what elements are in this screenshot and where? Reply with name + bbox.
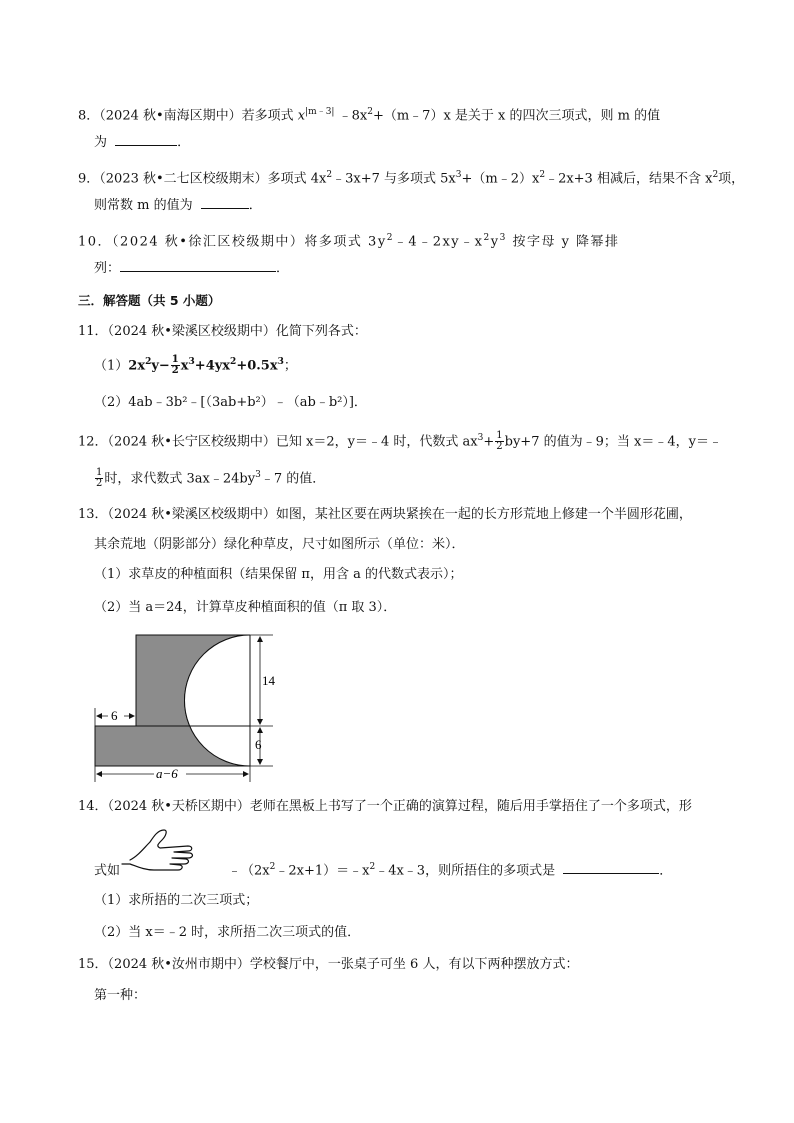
q13-part1: （1）求草皮的种植面积（结果保留 π，用含 a 的代数式表示）； [94,567,463,582]
q8-mid: ﹣8x [334,108,368,124]
q11-p1-sup: 2 [145,357,152,367]
q9-sup: 2 [326,170,333,180]
q11-p1-term: +4yx [194,358,231,374]
label-6-left: 6 [111,708,118,723]
q14-answer-blank[interactable] [563,860,659,874]
q12-text: + [483,434,495,450]
q14-sup: 2 [369,862,376,872]
q10-answer-blank[interactable] [120,258,276,272]
q11-p1-term: y− [151,358,170,374]
q10-text: ﹣4﹣2xy﹣x [393,234,484,250]
q14-text: ﹣4x﹣3，则所捂住的多项式是 [375,863,556,879]
q9-line2 [94,195,262,216]
q12-frac-num: 1 [496,430,503,442]
q15-line1: 15．（2024 秋•汝州市期中）学校餐厅中，一张桌子可坐 6 人，有以下两种摆放方式： [78,957,579,972]
q10-sup: 2 [386,233,394,243]
label-14: 14 [262,673,275,688]
q12-sup: 3 [477,433,484,443]
q8-answer-blank[interactable] [115,132,177,146]
q9-sup: 2 [539,170,546,180]
q9-text: 项， [718,171,745,187]
q9-text: ﹣2x+3 相减后，结果不含 x [545,171,713,187]
q13-part2: （2）当 a＝24，计算草皮种植面积的值（π 取 3）． [94,600,397,615]
q14-text: ﹣2x+1）＝﹣x [275,863,370,879]
q12-line1 [78,428,722,452]
q10-sup: 2 [483,233,491,243]
q10-line1 [78,228,620,252]
q14-end: ． [659,863,673,879]
label-a-minus-6: a−6 [156,766,178,781]
q8-line2-prefix: 为 [94,135,108,150]
q11-p1-frac-den: 2 [171,365,179,377]
q12-text: by+7 的值为﹣9；当 x＝﹣4，y＝﹣ [504,434,722,450]
q9-text: +（m﹣2）x [461,171,540,187]
q14-part2: （2）当 x＝﹣2 时，求所捂二次三项式的值． [94,925,361,940]
q10-line2-prefix: 列： [94,261,121,276]
q8-line1 [78,102,660,126]
q11-p1-sup: 3 [188,357,195,367]
q8-var-x: x [297,108,306,124]
q11-p1-sup: 3 [277,357,284,367]
q11-stem: 11．（2024 秋•梁溪区校级期中）化简下列各式： [78,324,367,339]
q12-text: ﹣7 的值． [260,471,326,487]
q9-sup: 2 [712,170,719,180]
q10-line2 [94,258,289,279]
q8-exp2: 2 [367,107,373,117]
q8-prefix: 8．（2024 秋•南海区期中）若多项式 [78,108,298,124]
label-6-right: 6 [255,737,262,752]
q10-text: 按字母 y 降幂排 [506,234,620,250]
q12-frac-den: 2 [496,441,503,453]
q12-fraction [495,431,503,452]
q10-line2-suffix: ． [276,261,290,276]
q14-part1: （1）求所捂的二次三项式； [94,893,259,908]
q14-line2 [94,857,672,881]
q9-line1 [78,165,744,189]
q14-text: ﹣（2x [228,863,270,879]
q11-part1 [94,352,297,376]
q9-sup: 3 [455,170,462,180]
q8-line2-suffix: ． [177,135,191,150]
q12-line2-frac-num: 1 [96,467,103,479]
q10-text: y [490,234,500,250]
q13-line2: 其余荒地（阴影部分）绿化种草皮，尺寸如图所示（单位：米）． [94,537,465,552]
q9-line2-suffix: ． [248,198,262,213]
q11-p1-term: x [180,358,189,374]
q9-text: ﹣3x+7 与多项式 5x [332,171,456,187]
q11-p1-term: +0.5x [236,358,278,374]
q11-p1-sup: 2 [230,357,237,367]
q9-text: 9．（2023 秋•二七区校级期末）多项式 4x [78,171,327,187]
q11-p1-end: ； [283,358,297,374]
section-heading: 三．解答题（共 5 小题） [78,293,221,308]
q12-line2-frac-den: 2 [96,478,103,490]
q11-p1-term: 2x [128,358,146,374]
q11-p1-frac-num: 1 [171,354,179,366]
q12-text: 时，求代数式 3ax﹣24by [104,471,256,487]
q15-line2: 第一种： [94,988,147,1003]
q13-line1: 13．（2024 秋•梁溪区校级期中）如图，某社区要在两块紧挨在一起的长方形荒地上修建一个半圆形花圃， [78,507,692,522]
q11-part2: （2）4ab﹣3b²﹣[（3ab+b²）﹣（ab﹣b²）]． [94,395,367,410]
q10-text: 10．（2024 秋•徐汇区校级期中）将多项式 3y [78,234,387,250]
q8-line2 [94,132,190,153]
q12-line2-fraction [95,468,103,489]
q14-sup: 2 [269,862,276,872]
q14-line1: 14．（2024 秋•天桥区期中）老师在黑板上书写了一个正确的演算过程，随后用手掌捂住了一个多项式，形 [78,799,692,814]
q14-text: 式如 [94,863,121,879]
q9-answer-blank[interactable] [201,195,249,209]
q10-sup: 3 [499,233,507,243]
q8-exp1: |m﹣3| [305,107,335,117]
q8-mid2: +（m﹣7）x 是关于 x 的四次三项式，则 m 的值 [372,108,661,124]
q12-line2 [94,465,325,489]
q13-figure [88,628,278,786]
q11-p1-fraction [171,355,180,376]
q12-text: 12．（2024 秋•长宁区校级期中）已知 x＝2，y＝﹣4 时，代数式 ax [78,434,478,450]
q9-line2-prefix: 则常数 m 的值为 [94,198,193,213]
q12-sup: 3 [255,470,261,480]
q11-p1-label: （1） [94,358,129,374]
